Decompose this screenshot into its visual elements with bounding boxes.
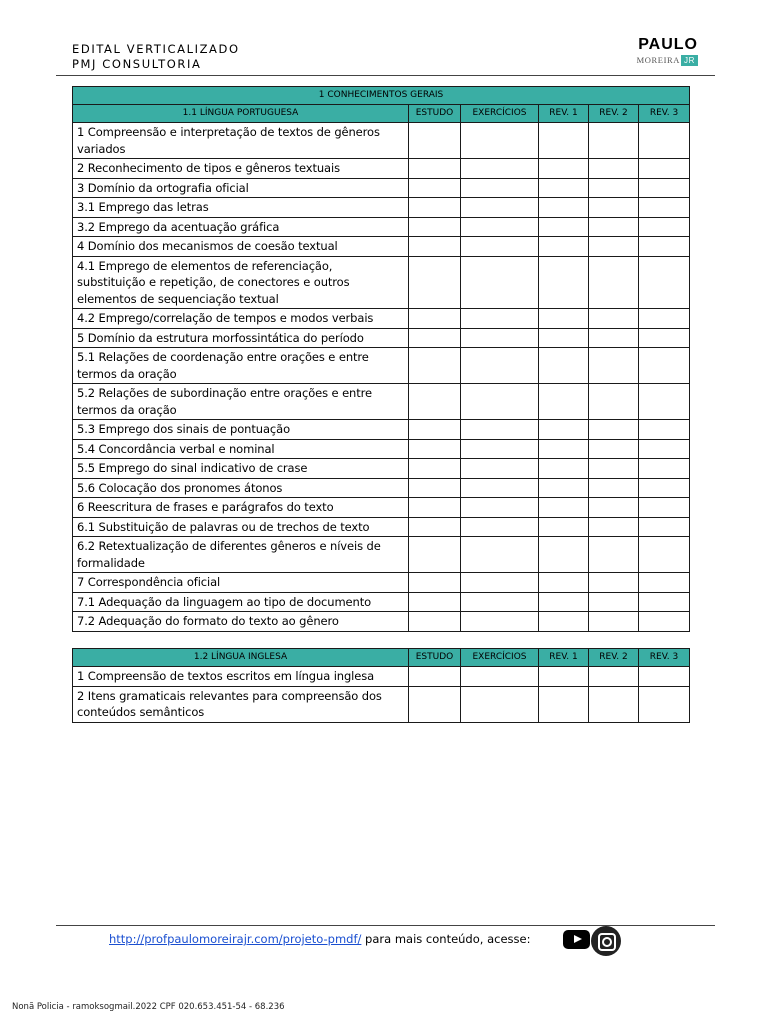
- checkbox-cell[interactable]: [539, 217, 589, 237]
- checkbox-cell[interactable]: [539, 384, 589, 420]
- topic-cell: 1 Compreensão de textos escritos em língua inglesa: [73, 667, 409, 687]
- checkbox-cell[interactable]: [539, 667, 589, 687]
- checkbox-cell[interactable]: [589, 123, 639, 159]
- checkbox-cell[interactable]: [409, 439, 461, 459]
- checkbox-cell[interactable]: [539, 439, 589, 459]
- column-header: REV. 3: [639, 649, 690, 667]
- project-link[interactable]: http://profpaulomoreirajr.com/projeto-pmdf/: [109, 932, 362, 946]
- table-row: [73, 237, 690, 257]
- checkbox-cell[interactable]: [409, 256, 461, 309]
- checkbox-cell[interactable]: [539, 592, 589, 612]
- watermark-text: Nonã Policia - ramoksogmail.2022 CPF 020.653.451-54 - 68.236: [12, 1002, 285, 1012]
- checkbox-cell[interactable]: [639, 178, 690, 198]
- checkbox-cell[interactable]: [639, 309, 690, 329]
- checkbox-cell[interactable]: [409, 612, 461, 632]
- table-row: [73, 478, 690, 498]
- checkbox-cell[interactable]: [409, 123, 461, 159]
- checkbox-cell[interactable]: [409, 159, 461, 179]
- checkbox-cell[interactable]: [639, 612, 690, 632]
- topic-cell: 7 Correspondência oficial: [73, 573, 409, 593]
- checkbox-cell[interactable]: [461, 667, 539, 687]
- section-header: 1.2 LÍNGUA INGLESA: [73, 649, 409, 667]
- checkbox-cell[interactable]: [639, 159, 690, 179]
- checkbox-cell[interactable]: [461, 384, 539, 420]
- checkbox-cell[interactable]: [539, 123, 589, 159]
- checkbox-cell[interactable]: [639, 123, 690, 159]
- topic-cell: 5.4 Concordância verbal e nominal: [73, 439, 409, 459]
- checkbox-cell[interactable]: [539, 498, 589, 518]
- topic-cell: 1 Compreensão e interpretação de textos de gêneros variados: [73, 123, 409, 159]
- checkbox-cell[interactable]: [639, 420, 690, 440]
- column-header: REV. 1: [539, 105, 589, 123]
- checkbox-cell[interactable]: [539, 517, 589, 537]
- table-row: [73, 256, 690, 309]
- topic-cell: 7.2 Adequação do formato do texto ao gênero: [73, 612, 409, 632]
- checkbox-cell[interactable]: [589, 237, 639, 257]
- topic-cell: 3 Domínio da ortografia oficial: [73, 178, 409, 198]
- table-row: [73, 459, 690, 479]
- checkbox-cell[interactable]: [639, 686, 690, 722]
- checkbox-cell[interactable]: [639, 459, 690, 479]
- table-row: [73, 667, 690, 687]
- table-row: [73, 123, 690, 159]
- topic-cell: 5.6 Colocação dos pronomes átonos: [73, 478, 409, 498]
- english-study-table: [72, 648, 690, 723]
- header-subtitle: PMJ CONSULTORIA: [72, 57, 202, 71]
- checkbox-cell[interactable]: [461, 256, 539, 309]
- table-row: [73, 537, 690, 573]
- table-header-row: [73, 105, 690, 123]
- column-header: REV. 2: [589, 105, 639, 123]
- checkbox-cell[interactable]: [639, 498, 690, 518]
- table-row: [73, 309, 690, 329]
- checkbox-cell[interactable]: [639, 237, 690, 257]
- column-header: REV. 2: [589, 649, 639, 667]
- checkbox-cell[interactable]: [409, 498, 461, 518]
- checkbox-cell[interactable]: [409, 348, 461, 384]
- topic-cell: 3.2 Emprego da acentuação gráfica: [73, 217, 409, 237]
- table-row: [73, 573, 690, 593]
- checkbox-cell[interactable]: [589, 256, 639, 309]
- topic-cell: 4 Domínio dos mecanismos de coesão textual: [73, 237, 409, 257]
- checkbox-cell[interactable]: [409, 420, 461, 440]
- checkbox-cell[interactable]: [461, 592, 539, 612]
- section-header: 1.1 LÍNGUA PORTUGUESA: [73, 105, 409, 123]
- checkbox-cell[interactable]: [589, 198, 639, 218]
- checkbox-cell[interactable]: [639, 384, 690, 420]
- table-row: [73, 439, 690, 459]
- checkbox-cell[interactable]: [461, 348, 539, 384]
- table-title-row: [73, 87, 690, 105]
- table-row: [73, 348, 690, 384]
- footer: [109, 932, 530, 946]
- checkbox-cell[interactable]: [589, 439, 639, 459]
- checkbox-cell[interactable]: [639, 537, 690, 573]
- topic-cell: 6 Reescritura de frases e parágrafos do texto: [73, 498, 409, 518]
- checkbox-cell[interactable]: [539, 237, 589, 257]
- checkbox-cell[interactable]: [409, 384, 461, 420]
- checkbox-cell[interactable]: [639, 573, 690, 593]
- checkbox-cell[interactable]: [461, 123, 539, 159]
- checkbox-cell[interactable]: [461, 612, 539, 632]
- header-divider: [56, 75, 715, 76]
- column-header: REV. 3: [639, 105, 690, 123]
- topic-cell: 5.1 Relações de coordenação entre orações e entre termos da oração: [73, 348, 409, 384]
- checkbox-cell[interactable]: [461, 517, 539, 537]
- topic-cell: 4.2 Emprego/correlação de tempos e modos verbais: [73, 309, 409, 329]
- checkbox-cell[interactable]: [539, 537, 589, 573]
- checkbox-cell[interactable]: [589, 592, 639, 612]
- logo-badge: JR: [681, 55, 698, 66]
- checkbox-cell[interactable]: [461, 328, 539, 348]
- checkbox-cell[interactable]: [589, 217, 639, 237]
- table-row: [73, 686, 690, 722]
- checkbox-cell[interactable]: [639, 592, 690, 612]
- checkbox-cell[interactable]: [409, 309, 461, 329]
- checkbox-cell[interactable]: [539, 420, 589, 440]
- topic-cell: 4.1 Emprego de elementos de referenciação, substituição e repetição, de conectores e outros elementos de sequenciação textual: [73, 256, 409, 309]
- topic-cell: 3.1 Emprego das letras: [73, 198, 409, 218]
- header-title: EDITAL VERTICALIZADO: [72, 42, 240, 56]
- checkbox-cell[interactable]: [539, 573, 589, 593]
- checkbox-cell[interactable]: [539, 159, 589, 179]
- checkbox-cell[interactable]: [461, 459, 539, 479]
- checkbox-cell[interactable]: [539, 478, 589, 498]
- checkbox-cell[interactable]: [539, 198, 589, 218]
- checkbox-cell[interactable]: [639, 348, 690, 384]
- logo-name: PAULO: [638, 36, 698, 53]
- checkbox-cell[interactable]: [409, 217, 461, 237]
- topic-cell: 6.2 Retextualização de diferentes gêneros e níveis de formalidade: [73, 537, 409, 573]
- checkbox-cell[interactable]: [409, 328, 461, 348]
- table-row: [73, 198, 690, 218]
- checkbox-cell[interactable]: [589, 498, 639, 518]
- checkbox-cell[interactable]: [539, 178, 589, 198]
- checkbox-cell[interactable]: [589, 612, 639, 632]
- checkbox-cell[interactable]: [409, 573, 461, 593]
- checkbox-cell[interactable]: [461, 309, 539, 329]
- checkbox-cell[interactable]: [589, 537, 639, 573]
- instagram-icon[interactable]: [591, 926, 621, 956]
- topic-cell: 5.5 Emprego do sinal indicativo de crase: [73, 459, 409, 479]
- checkbox-cell[interactable]: [461, 237, 539, 257]
- checkbox-cell[interactable]: [409, 237, 461, 257]
- checkbox-cell[interactable]: [589, 348, 639, 384]
- topic-cell: 7.1 Adequação da linguagem ao tipo de documento: [73, 592, 409, 612]
- table-header-row: [73, 649, 690, 667]
- checkbox-cell[interactable]: [409, 537, 461, 573]
- footer-divider: [56, 925, 715, 926]
- checkbox-cell[interactable]: [639, 198, 690, 218]
- checkbox-cell[interactable]: [589, 667, 639, 687]
- checkbox-cell[interactable]: [639, 517, 690, 537]
- topic-cell: 2 Itens gramaticais relevantes para compreensão dos conteúdos semânticos: [73, 686, 409, 722]
- checkbox-cell[interactable]: [639, 439, 690, 459]
- checkbox-cell[interactable]: [539, 309, 589, 329]
- checkbox-cell[interactable]: [409, 198, 461, 218]
- table-row: [73, 517, 690, 537]
- checkbox-cell[interactable]: [409, 667, 461, 687]
- checkbox-cell[interactable]: [461, 217, 539, 237]
- checkbox-cell[interactable]: [461, 478, 539, 498]
- topic-cell: 5.3 Emprego dos sinais de pontuação: [73, 420, 409, 440]
- checkbox-cell[interactable]: [539, 348, 589, 384]
- checkbox-cell[interactable]: [409, 478, 461, 498]
- table-title: 1 CONHECIMENTOS GERAIS: [73, 87, 690, 105]
- youtube-icon[interactable]: [563, 930, 590, 949]
- checkbox-cell[interactable]: [589, 159, 639, 179]
- brand-logo: [628, 36, 698, 66]
- checkbox-cell[interactable]: [409, 517, 461, 537]
- checkbox-cell[interactable]: [409, 459, 461, 479]
- checkbox-cell[interactable]: [461, 159, 539, 179]
- table-row: [73, 178, 690, 198]
- checkbox-cell[interactable]: [461, 198, 539, 218]
- checkbox-cell[interactable]: [589, 384, 639, 420]
- checkbox-cell[interactable]: [461, 498, 539, 518]
- topic-cell: 5.2 Relações de subordinação entre orações e entre termos da oração: [73, 384, 409, 420]
- table-row: [73, 328, 690, 348]
- table-row: [73, 612, 690, 632]
- topic-cell: 2 Reconhecimento de tipos e gêneros textuais: [73, 159, 409, 179]
- checkbox-cell[interactable]: [639, 328, 690, 348]
- checkbox-cell[interactable]: [539, 686, 589, 722]
- checkbox-cell[interactable]: [409, 178, 461, 198]
- checkbox-cell[interactable]: [639, 667, 690, 687]
- checkbox-cell[interactable]: [461, 537, 539, 573]
- logo-surname: MOREIRA JR: [628, 55, 698, 66]
- checkbox-cell[interactable]: [409, 686, 461, 722]
- checkbox-cell[interactable]: [639, 256, 690, 309]
- table-row: [73, 420, 690, 440]
- checkbox-cell[interactable]: [461, 686, 539, 722]
- portuguese-study-table: [72, 86, 690, 632]
- column-header: EXERCÍCIOS: [461, 105, 539, 123]
- table-row: [73, 384, 690, 420]
- checkbox-cell[interactable]: [539, 328, 589, 348]
- checkbox-cell[interactable]: [539, 459, 589, 479]
- checkbox-cell[interactable]: [639, 217, 690, 237]
- topic-cell: 6.1 Substituição de palavras ou de trechos de texto: [73, 517, 409, 537]
- table-row: [73, 498, 690, 518]
- checkbox-cell[interactable]: [589, 686, 639, 722]
- checkbox-cell[interactable]: [409, 592, 461, 612]
- checkbox-cell[interactable]: [589, 309, 639, 329]
- column-header: ESTUDO: [409, 649, 461, 667]
- column-header: REV. 1: [539, 649, 589, 667]
- checkbox-cell[interactable]: [461, 178, 539, 198]
- checkbox-cell[interactable]: [589, 459, 639, 479]
- table-row: [73, 159, 690, 179]
- checkbox-cell[interactable]: [539, 256, 589, 309]
- checkbox-cell[interactable]: [589, 328, 639, 348]
- checkbox-cell[interactable]: [589, 573, 639, 593]
- document-header: [72, 42, 240, 72]
- checkbox-cell[interactable]: [589, 178, 639, 198]
- checkbox-cell[interactable]: [589, 517, 639, 537]
- table-row: [73, 217, 690, 237]
- checkbox-cell[interactable]: [461, 420, 539, 440]
- column-header: ESTUDO: [409, 105, 461, 123]
- column-header: EXERCÍCIOS: [461, 649, 539, 667]
- checkbox-cell[interactable]: [589, 478, 639, 498]
- checkbox-cell[interactable]: [539, 612, 589, 632]
- footer-text: para mais conteúdo, acesse:: [361, 932, 531, 946]
- checkbox-cell[interactable]: [461, 439, 539, 459]
- checkbox-cell[interactable]: [461, 573, 539, 593]
- topic-cell: 5 Domínio da estrutura morfossintática do período: [73, 328, 409, 348]
- table-row: [73, 592, 690, 612]
- checkbox-cell[interactable]: [639, 478, 690, 498]
- checkbox-cell[interactable]: [589, 420, 639, 440]
